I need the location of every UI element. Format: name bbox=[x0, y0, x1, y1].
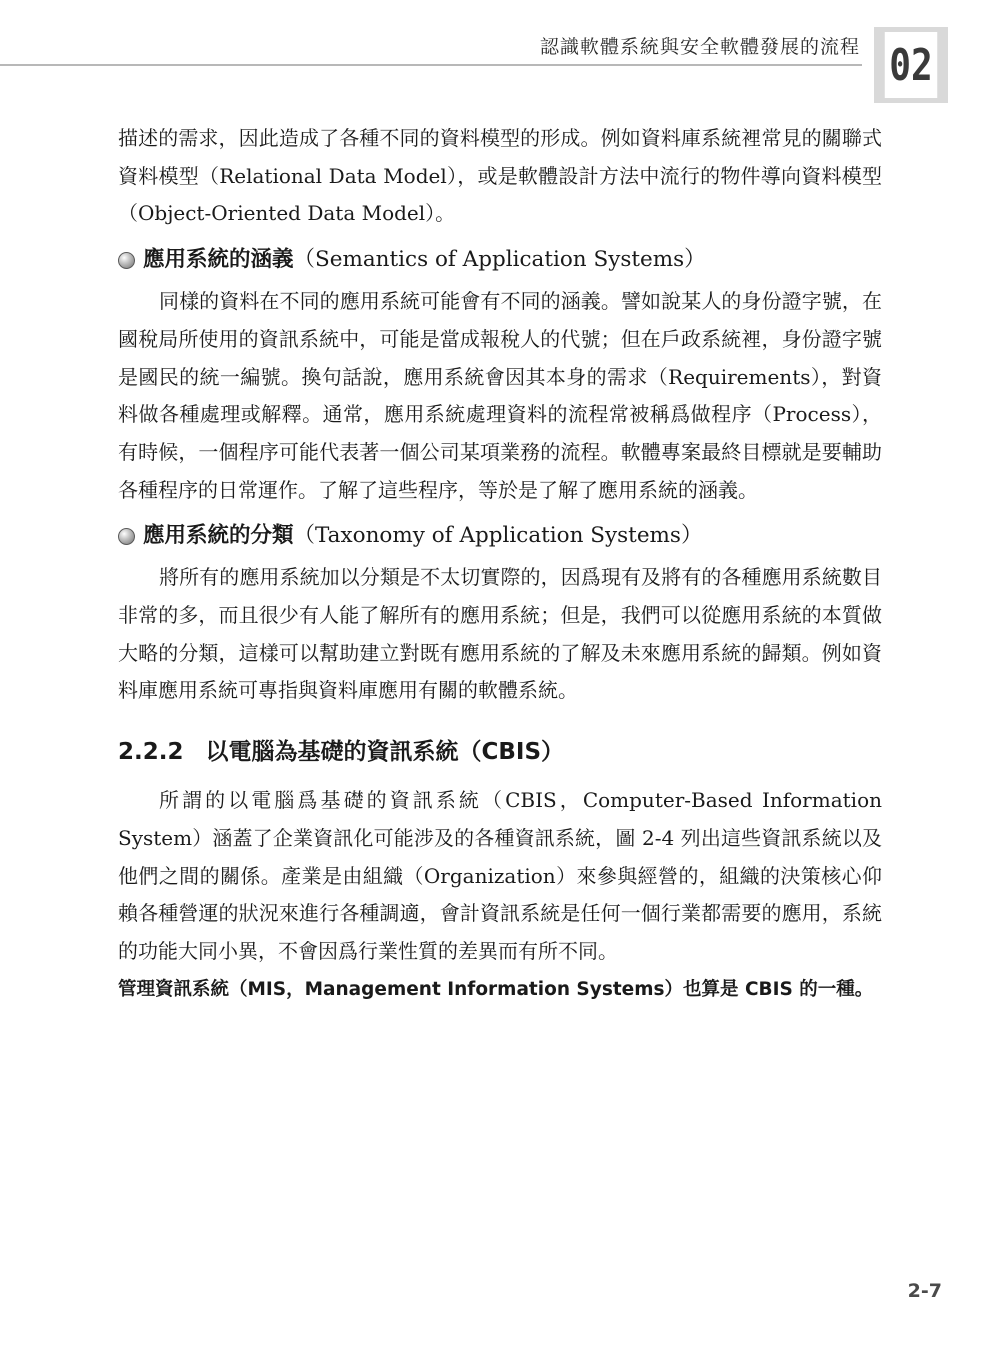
section-heading bbox=[118, 736, 882, 768]
subsection-title-en: （Taxonomy of Application Systems） bbox=[293, 523, 703, 549]
intro-paragraph: 描述的需求，因此造成了各種不同的資料模型的形成。例如資料庫系統裡常見的關聯式資料模型（Relational Data Model），或是軟體設計方法中流行的物件導向資料模型（Object-Oriented Data Model）。 bbox=[118, 126, 882, 226]
page-body bbox=[118, 120, 882, 1008]
header-rule bbox=[0, 64, 862, 66]
chapter-badge bbox=[874, 27, 948, 103]
page-number: 2-7 bbox=[907, 1280, 942, 1302]
taxonomy-paragraph: 將所有的應用系統加以分類是不太切實際的，因爲現有及將有的各種應用系統數目非常的多，而且很少有人能了解所有的應用系統；但是，我們可以從應用系統的本質做大略的分類，這樣可以幫助建立對既有應用系統的了解及未來應用系統的歸類。例如資料庫應用系統可專指與資料庫應用有關的軟體系統。 bbox=[118, 565, 882, 703]
section-title: 以電腦為基礎的資訊系統（CBIS） bbox=[205, 739, 565, 766]
running-head-title: 認識軟體系統與安全軟體發展的流程 bbox=[539, 36, 860, 58]
semantics-paragraph: 同樣的資料在不同的應用系統可能會有不同的涵義。譬如說某人的身份證字號，在國稅局所使用的資訊系統中，可能是當成報稅人的代號；但在戶政系統裡，身份證字號是國民的統一編號。換句話說，應用系統會因其本身的需求（Requirements），對資料做各種處理或解釋。通常，應用系統處理資料的流程常被稱爲做程序（Process），有時候，一個程序可能代表著一個公司某項業務的流程。軟體專案最終目標就是要輔助各種程序的日常運作。了解了這些程序，等於是了解了應用系統的涵義。 bbox=[118, 289, 882, 502]
cbis-paragraph: 所謂的以電腦爲基礎的資訊系統（CBIS，Computer-Based Information System）涵蓋了企業資訊化可能涉及的各種資訊系統，圖 2-4 列出這些資訊系統以及他們之間的關係。產業是由組織（Organization）來參與經營的，組織的決策核心仰賴各種營運的狀況來進行各種調適，會計資訊系統是任何一個行業都需要的應用，系統的功能大同小異，不會因爲行業性質的差異而有所不同。 bbox=[118, 788, 882, 963]
bullet-icon bbox=[118, 252, 135, 269]
chapter-number: 02 bbox=[885, 32, 937, 98]
subsection-title-en: （Semantics of Application Systems） bbox=[293, 247, 706, 273]
mis-bold-line: 管理資訊系統（MIS，Management Information Systems）也算是 CBIS 的一種。 bbox=[118, 978, 874, 1000]
bullet-icon bbox=[118, 528, 135, 545]
subsection-heading-taxonomy bbox=[118, 521, 882, 551]
section-number: 2.2.2 bbox=[118, 739, 184, 766]
subsection-title-zh: 應用系統的涵義 bbox=[143, 247, 294, 273]
subsection-title-zh: 應用系統的分類 bbox=[143, 523, 294, 549]
subsection-heading-semantics bbox=[118, 245, 882, 275]
